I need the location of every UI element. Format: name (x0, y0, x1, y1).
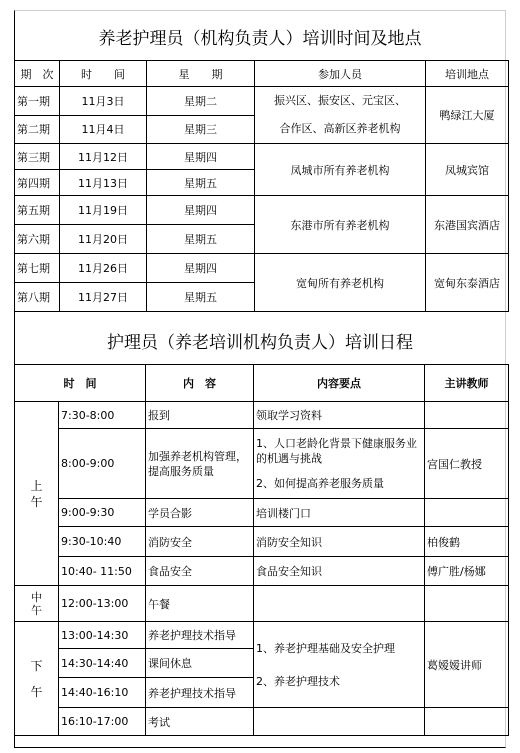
content-cell: 报到 (146, 402, 254, 429)
points-cell: 领取学习资料 (254, 402, 425, 429)
header-participants: 参加人员 (255, 61, 426, 87)
teacher-cell (425, 586, 509, 622)
date-cell: 11月13日 (60, 170, 147, 196)
section-char: 午 (30, 684, 43, 699)
period-cell: 第七期 (15, 254, 60, 283)
date-cell: 11月20日 (60, 225, 147, 254)
agenda-row (15, 402, 509, 429)
time-cell: 14:40-16:10 (59, 678, 146, 708)
section-char: 午 (31, 603, 42, 617)
participants-line: 振兴区、振安区、元宝区、 (274, 94, 406, 107)
weekday-cell: 星期五 (147, 170, 255, 196)
table-header-row (15, 61, 509, 87)
teacher-cell (425, 708, 509, 736)
header-period: 期 次 (15, 61, 60, 87)
period-cell: 第八期 (15, 283, 60, 312)
weekday-cell: 星期二 (147, 87, 255, 116)
header-time: 时 间 (15, 365, 146, 402)
date-cell: 11月4日 (60, 115, 147, 144)
weekday-cell: 星期四 (147, 254, 255, 283)
time-cell: 8:00-9:00 (59, 429, 146, 499)
training-schedule-table (14, 60, 509, 312)
weekday-cell: 星期四 (147, 196, 255, 225)
period-cell: 第四期 (15, 170, 60, 196)
section-morning (15, 402, 59, 586)
content-cell: 消防安全 (146, 527, 254, 557)
weekday-cell: 星期五 (147, 225, 255, 254)
content-cell: 加强养老机构管理，提高服务质量 (146, 429, 254, 499)
points-cell (254, 708, 425, 736)
time-cell: 13:00-14:30 (59, 622, 146, 649)
content-cell: 课间休息 (146, 649, 254, 678)
table-row (15, 87, 509, 116)
teacher-cell (425, 402, 509, 429)
table-row (15, 254, 509, 283)
points-cell (254, 586, 425, 622)
period-cell: 第六期 (15, 225, 60, 254)
period-cell: 第二期 (15, 115, 60, 144)
period-cell: 第一期 (15, 87, 60, 116)
teacher-cell: 傅广胜/杨娜 (425, 557, 509, 586)
venue-cell: 凤城宾馆 (426, 144, 509, 196)
venue-cell: 宽甸东泰酒店 (426, 254, 509, 312)
table-row (15, 196, 509, 225)
teacher-cell: 柏俊鹤 (425, 527, 509, 557)
header-date: 时 间 (60, 61, 147, 87)
header-content: 内 容 (146, 365, 254, 402)
agenda-row (15, 557, 509, 586)
title-training-time-location: 养老护理员（机构负责人）培训时间及地点 (98, 29, 422, 49)
venue-cell: 鸭绿江大厦 (426, 87, 509, 144)
agenda-row (15, 586, 509, 622)
time-cell: 10:40- 11:50 (59, 557, 146, 586)
period-cell: 第五期 (15, 196, 60, 225)
time-cell: 9:00-9:30 (59, 499, 146, 527)
weekday-cell: 星期四 (147, 144, 255, 170)
participants-cell: 凤城市所有养老机构 (255, 144, 426, 196)
period-cell: 第三期 (15, 144, 60, 170)
header-key-points: 内容要点 (254, 365, 425, 402)
content-cell: 学员合影 (146, 499, 254, 527)
participants-line: 合作区、高新区养老机构 (279, 122, 401, 135)
section-char: 上 (30, 478, 43, 493)
points-line: 1、人口老龄化背景下健康服务业的机遇与挑战 (256, 437, 417, 465)
weekday-cell: 星期五 (147, 283, 255, 312)
agenda-row (15, 622, 509, 649)
points-line: 1、养老护理基础及安全护理 (256, 641, 395, 655)
points-cell: 消防安全知识 (254, 527, 425, 557)
time-cell: 7:30-8:00 (59, 402, 146, 429)
section-char: 午 (30, 494, 43, 509)
table-row (15, 144, 509, 170)
points-cell: 食品安全知识 (254, 557, 425, 586)
participants-cell: 宽甸所有养老机构 (255, 254, 426, 312)
venue-cell: 东港国宾酒店 (426, 196, 509, 254)
teacher-cell: 葛嫒嫒讲师 (425, 622, 509, 708)
header-weekday: 星 期 (147, 61, 255, 87)
header-venue: 培训地点 (426, 61, 509, 87)
time-cell: 14:30-14:40 (59, 649, 146, 678)
content-cell: 考试 (146, 708, 254, 736)
date-cell: 11月27日 (60, 283, 147, 312)
agenda-row (15, 429, 509, 499)
date-cell: 11月19日 (60, 196, 147, 225)
agenda-row (15, 527, 509, 557)
section-char: 下 (30, 658, 43, 673)
section-noon (15, 586, 59, 622)
teacher-cell (425, 499, 509, 527)
weekday-cell: 星期三 (147, 115, 255, 144)
points-cell (254, 429, 425, 499)
agenda-header-row (15, 365, 509, 402)
content-cell: 食品安全 (146, 557, 254, 586)
date-cell: 11月26日 (60, 254, 147, 283)
points-cell: 培训楼门口 (254, 499, 425, 527)
time-cell: 16:10-17:00 (59, 708, 146, 736)
section-char: 中 (31, 590, 42, 604)
date-cell: 11月12日 (60, 144, 147, 170)
content-cell: 养老护理技术指导 (146, 678, 254, 708)
time-cell: 9:30-10:40 (59, 527, 146, 557)
teacher-cell: 宫国仁教授 (425, 429, 509, 499)
points-line: 2、如何提高养老服务质量 (256, 477, 384, 490)
points-cell (254, 622, 425, 708)
date-cell: 11月3日 (60, 87, 147, 116)
training-agenda-table (14, 364, 509, 736)
header-teacher: 主讲教师 (425, 365, 509, 402)
participants-cell: 东港市所有养老机构 (255, 196, 426, 254)
title-training-agenda: 护理员（养老培训机构负责人）培训日程 (107, 333, 413, 353)
agenda-row (15, 708, 509, 736)
content-cell: 午餐 (146, 586, 254, 622)
points-line: 2、养老护理技术 (256, 674, 340, 688)
content-cell: 养老护理技术指导 (146, 622, 254, 649)
participants-cell (255, 87, 426, 144)
agenda-row (15, 499, 509, 527)
section-afternoon (15, 622, 59, 736)
time-cell: 12:00-13:00 (59, 586, 146, 622)
